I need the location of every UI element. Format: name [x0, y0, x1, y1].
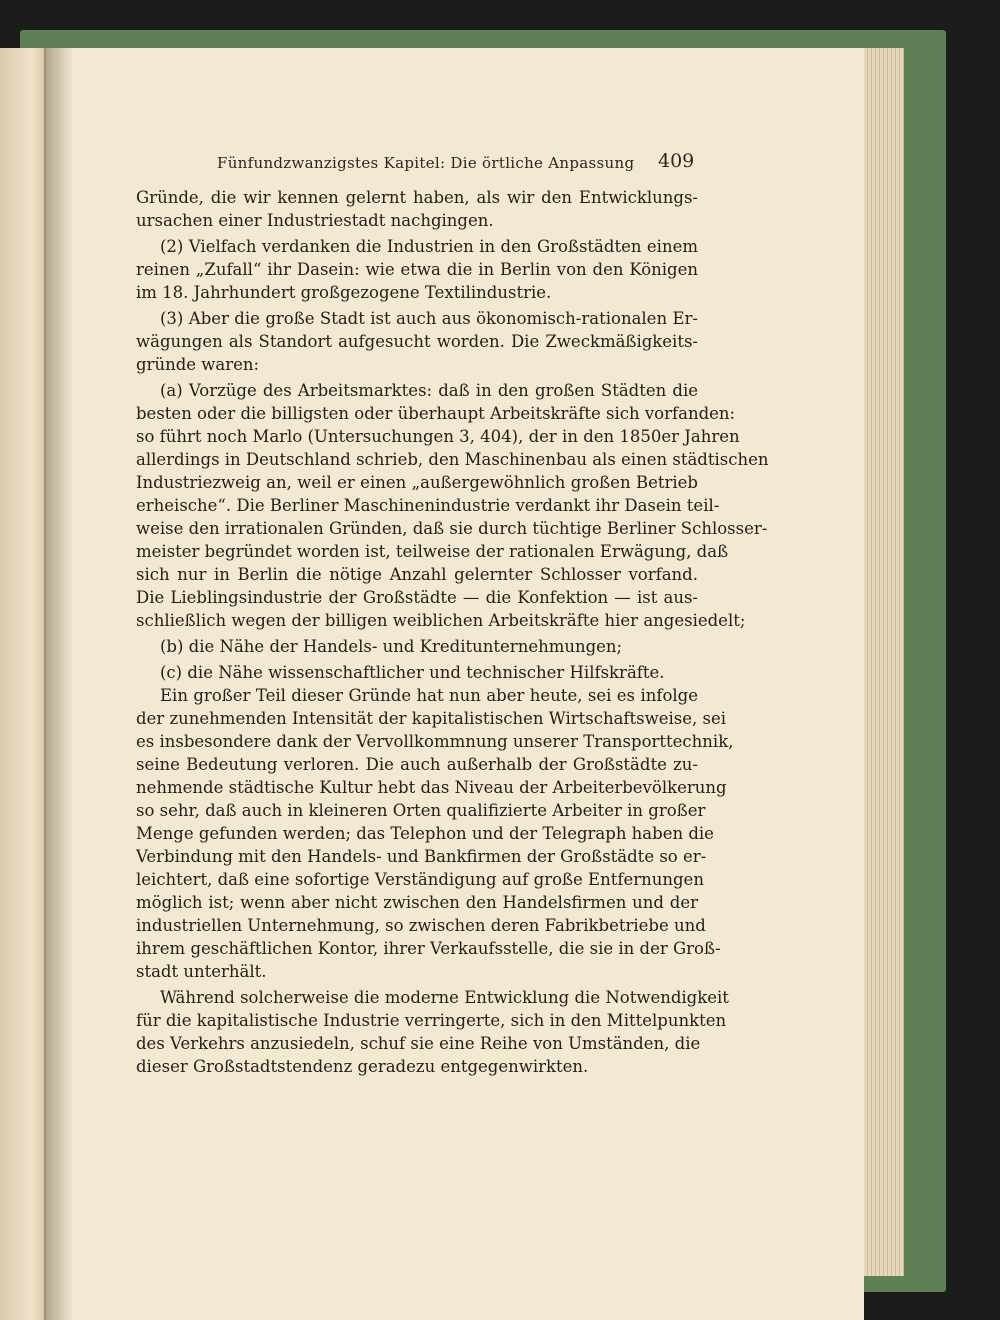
text-line: Industriezweig an, weil er einen „außergewöhnlich großen Betrieb — [136, 473, 698, 492]
text-line: Menge gefunden werden; das Telephon und der Telegraph haben die — [136, 824, 714, 843]
text-line: gründe waren: — [136, 355, 260, 374]
text-line: sich nur in Berlin die nötige Anzahl gelernter Schlosser vorfand. — [136, 565, 698, 584]
text-line: Die Lieblingsindustrie der Großstädte — die Konfektion — ist aus- — [136, 588, 698, 607]
text-line: schließlich wegen der billigen weiblichen Arbeitskräfte hier angesiedelt; — [136, 611, 746, 630]
running-head: Fünfundzwanzigstes Kapitel: Die örtliche Anpassung — [217, 154, 635, 172]
text-line: Ein großer Teil dieser Gründe hat nun aber heute, sei es infolge — [160, 686, 698, 705]
text-line: nehmende städtische Kultur hebt das Niveau der Arbeiterbevölkerung — [136, 778, 727, 797]
text-line: allerdings in Deutschland schrieb, den Maschinenbau als einen städtischen — [136, 450, 769, 469]
text-line: möglich ist; wenn aber nicht zwischen den Handelsfirmen und der — [136, 893, 698, 912]
text-line: im 18. Jahrhundert großgezogene Textilindustrie. — [136, 283, 552, 302]
text-line: besten oder die billigsten oder überhaupt Arbeitskräfte sich vorfanden: — [136, 404, 736, 423]
text-line: so führt noch Marlo (Untersuchungen 3, 404), der in den 1850er Jahren — [136, 427, 740, 446]
body-text — [136, 186, 769, 1078]
text-line: industriellen Unternehmung, so zwischen deren Fabrikbetriebe und — [136, 916, 706, 935]
facing-page-edge — [0, 48, 46, 1320]
text-line: Verbindung mit den Handels- und Bankfirmen der Großstädte so er- — [136, 847, 707, 866]
page-number: 409 — [658, 150, 695, 172]
text-line: wägungen als Standort aufgesucht worden. Die Zweckmäßigkeits- — [136, 332, 698, 351]
text-line: ihrem geschäftlichen Kontor, ihrer Verkaufsstelle, die sie in der Groß- — [136, 939, 721, 958]
page-block-edges — [860, 48, 904, 1276]
text-line: stadt unterhält. — [136, 962, 267, 981]
text-line: reinen „Zufall“ ihr Dasein: wie etwa die in Berlin von den Königen — [136, 260, 698, 279]
spine-shadow — [44, 48, 74, 1320]
text-line: (c) die Nähe wissenschaftlicher und technischer Hilfskräfte. — [160, 663, 665, 682]
text-line: (2) Vielfach verdanken die Industrien in den Großstädten einem — [160, 237, 698, 256]
text-line: dieser Großstadtstendenz geradezu entgegenwirkten. — [136, 1057, 589, 1076]
text-line: des Verkehrs anzusiedeln, schuf sie eine Reihe von Umständen, die — [136, 1034, 701, 1053]
text-line: ursachen einer Industriestadt nachgingen. — [136, 211, 494, 230]
text-line: leichtert, daß eine sofortige Verständigung auf große Entfernungen — [136, 870, 704, 889]
text-line: (b) die Nähe der Handels- und Kreditunternehmungen; — [160, 637, 623, 656]
text-line: meister begründet worden ist, teilweise der rationalen Erwägung, daß — [136, 542, 729, 561]
text-line: für die kapitalistische Industrie verringerte, sich in den Mittelpunkten — [136, 1011, 727, 1030]
text-line: es insbesondere dank der Vervollkommnung unserer Transporttechnik, — [136, 732, 734, 751]
text-line: so sehr, daß auch in kleineren Orten qualifizierte Arbeiter in großer — [136, 801, 706, 820]
text-line: (a) Vorzüge des Arbeitsmarktes: daß in den großen Städten die — [160, 381, 698, 400]
text-line: der zunehmenden Intensität der kapitalistischen Wirtschaftsweise, sei — [136, 709, 727, 728]
text-line: Während solcherweise die moderne Entwicklung die Notwendigkeit — [160, 988, 729, 1007]
text-line: (3) Aber die große Stadt ist auch aus ökonomisch-rationalen Er- — [160, 309, 698, 328]
text-line: seine Bedeutung verloren. Die auch außerhalb der Großstädte zu- — [136, 755, 698, 774]
text-line: erheische“. Die Berliner Maschinenindustrie verdankt ihr Dasein teil- — [136, 496, 720, 515]
text-line: weise den irrationalen Gründen, daß sie durch tüchtige Berliner Schlosser- — [136, 519, 768, 538]
text-line: Gründe, die wir kennen gelernt haben, als wir den Entwicklungs- — [136, 188, 698, 207]
